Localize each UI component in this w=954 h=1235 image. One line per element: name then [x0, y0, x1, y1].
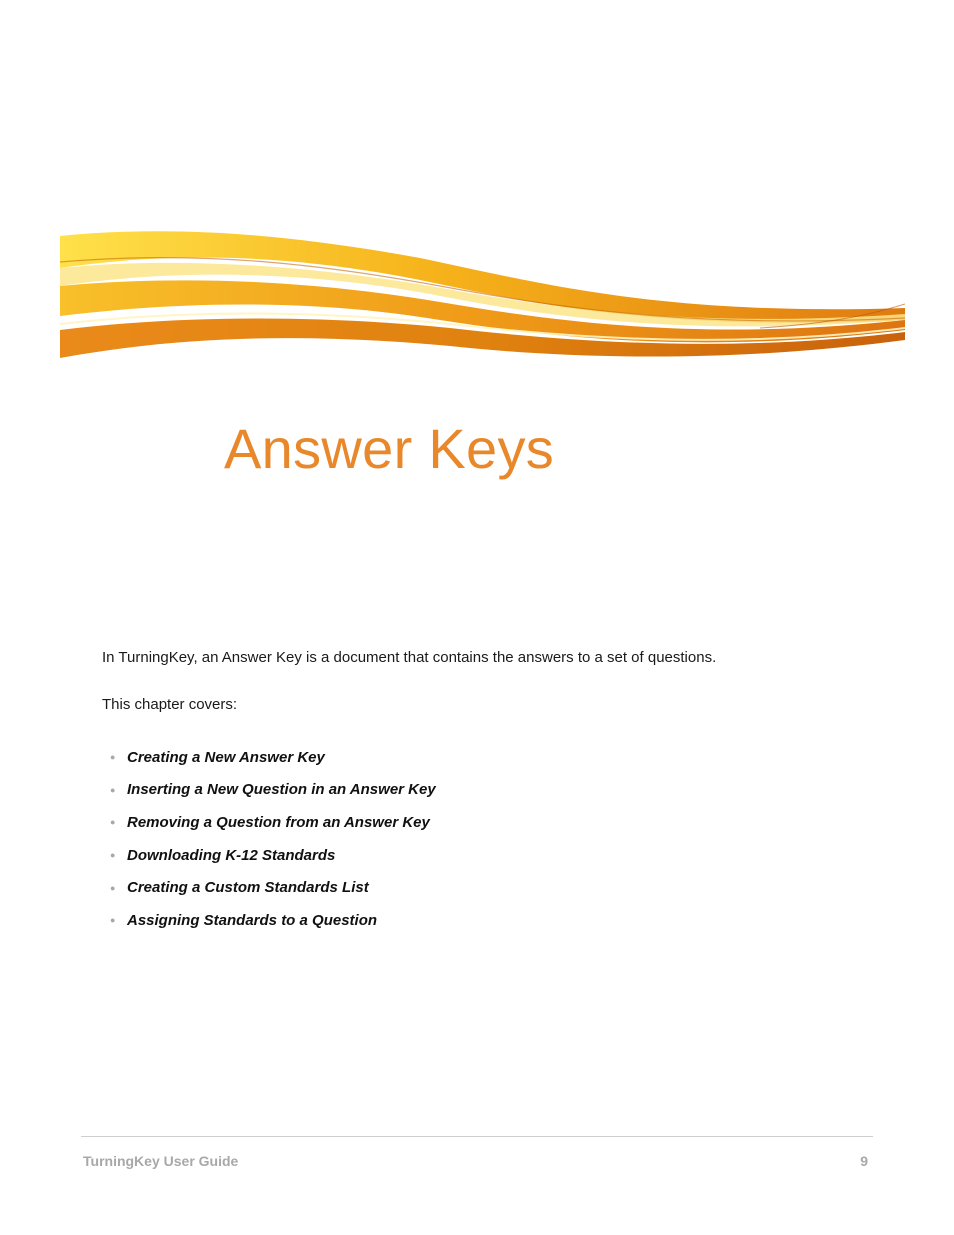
bullet-icon: ● [110, 915, 116, 926]
chapter-title: Answer Keys [224, 417, 555, 480]
topic-custom-standards-list[interactable] [110, 871, 436, 904]
topic-removing-question[interactable] [110, 806, 436, 839]
bullet-icon: ● [110, 817, 116, 828]
page-number: 9 [860, 1153, 868, 1169]
chapter-covers-label: This chapter covers: [102, 696, 238, 713]
topic-inserting-new-question[interactable] [110, 774, 436, 807]
bullet-icon: ● [110, 752, 116, 763]
topic-downloading-standards[interactable] [110, 839, 436, 872]
topic-link[interactable]: Assigning Standards to a Question [127, 911, 378, 929]
footer-guide-title: TurningKey User Guide [83, 1153, 239, 1169]
topic-link[interactable]: Downloading K-12 Standards [127, 846, 336, 864]
topic-link[interactable]: Inserting a New Question in an Answer Key [127, 781, 436, 799]
chapter-topic-list [110, 741, 436, 937]
topic-creating-new-answer-key[interactable] [110, 741, 436, 774]
intro-paragraph: In TurningKey, an Answer Key is a document that contains the answers to a set of questions. [102, 649, 717, 666]
topic-link[interactable]: Creating a Custom Standards List [127, 879, 369, 897]
topic-link[interactable]: Creating a New Answer Key [127, 748, 325, 766]
bullet-icon: ● [110, 850, 116, 861]
topic-assigning-standards[interactable] [110, 904, 436, 937]
topic-link[interactable]: Removing a Question from an Answer Key [127, 813, 430, 831]
bullet-icon: ● [110, 882, 116, 893]
decorative-wave-banner [60, 228, 905, 363]
footer-divider [81, 1136, 873, 1137]
bullet-icon: ● [110, 784, 116, 795]
